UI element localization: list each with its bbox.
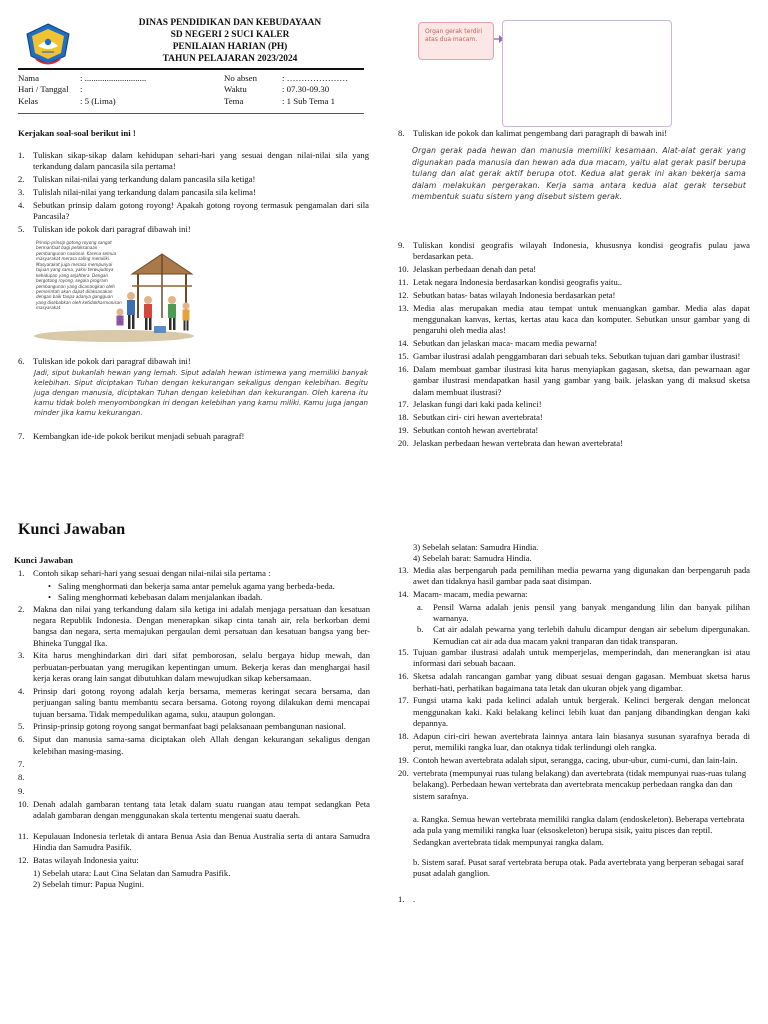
bullet-item: • Saling menghormati dan bekerja sama antar pemeluk agama yang berbeda-beda.	[48, 581, 370, 592]
hari-label: Hari / Tanggal	[18, 84, 69, 95]
answer-item	[18, 759, 370, 771]
question-item	[398, 412, 750, 423]
answer-item	[398, 647, 750, 670]
question-number: 9.	[398, 240, 405, 250]
student-info-right	[224, 73, 348, 107]
answer-number: 11.	[18, 830, 29, 841]
question-text: Tuliskan nilai-nilai yang terkandung dalam pancasila sila ketiga!	[33, 174, 256, 185]
answer-number: 4.	[18, 685, 25, 696]
question-number: 3.	[18, 187, 25, 198]
answer-key-right-column	[398, 542, 750, 907]
answer-12-continued	[413, 542, 750, 565]
question-text: Gambar ilustrasi adalah penggambaran dari sebuah teks. Sebutkan tujuan dari gambar ilustrasi!	[413, 351, 741, 362]
question-item	[398, 290, 750, 301]
question-number: 2.	[18, 174, 25, 185]
question-text: Tuliskan kondisi geografis wilayah Indonesia, khususnya kondisi geografis pulau jawa berdasarkan peta.	[413, 240, 750, 262]
answer-text: Media alas berpengaruh pada pemilihan media pewarna yang digunakan dan berpengaruh pada awet dan tidaknya hasil gambar pada saat disimpan.	[413, 564, 750, 587]
question-text: Dalam membuat gambar ilustrasi kita harus menyiapkan gagasan, sketsa, dan pewarnaan agar gambar ilustrasi mendapatkan hasil yang gambar yang baik. jelaskan yang di maksud sketsa dalam membuat ilustrasi?	[413, 363, 750, 397]
question-text: Tuliskan ide pokok dan kalimat pengembang dari paragraph di bawah ini!	[413, 128, 668, 138]
question-number: 8.	[398, 128, 405, 138]
tema-label: Tema	[224, 95, 244, 106]
absen-label: No absen	[224, 73, 257, 83]
answer-number: 3.	[18, 650, 25, 661]
question-item	[398, 303, 750, 337]
answer-number: 6.	[18, 734, 25, 745]
question-item	[398, 399, 750, 410]
illustration-caption: Prinsip-prinsip gotong royong sangat bermanfaat bagi pelaksanaan pembangunan nasional. Karena semua masyarakat merasa saling memiliki. Masyarakat juga merasa mempunyai tujuan yang sama, yakni terwujudnya kehidupan yang sejahtera. Dengan bergotong royong, segala program pembangunan yang dicanangkan oleh pemerintah akan dapat dilaksanakan dengan baik tanpa adanya gangguan yang disebabkan oleh ketidakharmonisan masyarakat.	[36, 240, 122, 311]
question-text: Letak negara Indonesia berdasarkan kondisi geografis yaitu..	[413, 277, 623, 288]
answer-text: Fungsi utama kaki pada kelinci adalah untuk bergerak. Kelinci bergerak dengan meloncat menggunakan kaki. Kaki belakang kelinci lebih kuat dan panjang dibandingkan dengan kaki depannya.	[413, 695, 750, 729]
answer-text: Makna dan nilai yang terkandung dalam sila ketiga ini adalah menjaga persatuan dan kesatuan negara Republik Indonesia. Dengan menerapkan sikap cinta tanah air, rela berkorban demi bangsa dan negara, serta memajukan pergaulan demi persatuan dan kesatuan bangsa yang ber-Bhineka Tunggal Ika.	[33, 603, 370, 648]
question-7	[18, 431, 369, 444]
answer-item	[18, 831, 370, 854]
answer-number: 13.	[398, 564, 409, 575]
question-item	[398, 128, 750, 139]
question-text: Tuliskan sikap-sikap dalam kehidupan sehari-hari yang sesuai dengan nilai-nilai sila yang terkandung dalam pancasila sila pertama!	[33, 150, 369, 172]
question-item	[398, 264, 750, 275]
kelas-value: : 5 (Lima)	[80, 95, 116, 106]
question-item	[398, 277, 750, 288]
header-line-2: SD NEGERI 2 SUCI KALER	[170, 30, 290, 41]
questions-1-5	[18, 150, 369, 237]
paragraph-siput: Jadi, siput bukanlah hewan yang lemah. Siput adalah hewan istimewa yang memiliki banyak kelebihan. Siput diciptakan Tuhan dengan kekurangan sekaligus dengan kelebihan. Begitu juga dengan manusia, diciptakan Tuhan dengan kelebihan dan kekurangan. Oleh karena itu kamu tidak boleh menyombongkan iri dengan kelebihan yang kamu miliki. Kamu juga jangan minder jika kamu kekurangan.	[34, 368, 368, 418]
answer-number: 5.	[18, 721, 25, 732]
question-number: 4.	[18, 199, 25, 210]
answer-item	[18, 686, 370, 720]
answer-item	[18, 721, 370, 732]
answer-text: Tujuan gambar ilustrasi adalah untuk memperjelas, memperindah, dan menerangkan isi atau informasi dari sebuah bacaan.	[413, 647, 750, 669]
answer-number: 19.	[398, 755, 409, 766]
answer-text: vertebrata (mempunyai ruas tulang belakang) dan avertebrata (tidak mempunyai ruas-ruas tulang belakang). Perbedaan hewan vertebrata dan avertebrata mencakup perbedaan rangka dan dan sistem sarafnya.	[413, 768, 747, 801]
instruction: Kerjakan soal-soal berikut ini !	[18, 128, 136, 138]
question-number: 12.	[398, 289, 409, 300]
sub-number: b.	[417, 624, 424, 635]
answer-number: 10.	[18, 799, 29, 809]
question-6	[18, 356, 369, 369]
question-text: Sebutkan prinsip dalam gotong royong! Apakah gotong royong termasuk pengamalan dari sila Pancasila?	[33, 199, 369, 222]
question-text: Media alas merupakan media atau tempat untuk menuangkan gambar. Media alas dapat menggunakan kanvas, kertas, kertas atau kaca dan komputer. Sebutkan unsur gambar yang di pengaruhi oleh media alas!	[413, 302, 750, 336]
header-line-4: TAHUN PELAJARAN 2023/2024	[162, 54, 298, 65]
answer-item	[398, 695, 750, 729]
answer-text: Batas wilayah Indonesia yaitu:	[33, 854, 139, 865]
answer-text: Sketsa adalah rancangan gambar yang dibuat sesuai dengan gagasan. Membuat sketsa harus berhati-hati, perhatikan bagaimana tata letak dan ukuran objek yang digambar.	[413, 671, 750, 693]
question-item	[398, 351, 750, 362]
question-item	[398, 240, 750, 263]
question-item	[18, 187, 369, 198]
answer-number: 16.	[398, 671, 409, 682]
answer-text: Denah adalah gambaran tentang tata letak dalam suatu ruangan atau tempat sedangkan Peta adalah gambaran dengan menggunakan skala tertentu mengenai suatu daerah.	[33, 799, 370, 821]
sub-number: a.	[417, 601, 423, 612]
answer-item	[398, 894, 750, 905]
kelas-label: Kelas	[18, 95, 39, 106]
question-text: Sebutkan batas- batas wilayah Indonesia berdasarkan peta!	[413, 289, 616, 300]
question-item	[398, 438, 750, 449]
sub-item: 1) Sebelah utara: Laut Cina Selatan dan Samudra Pasifik.	[33, 867, 231, 878]
question-item	[398, 364, 750, 398]
student-info-left	[18, 73, 146, 107]
school-header	[80, 17, 380, 65]
question-number: 17.	[398, 399, 409, 410]
answer-item	[18, 650, 370, 684]
tut-wuri-handayani-logo-icon	[24, 22, 72, 66]
question-item	[18, 224, 369, 235]
question-number: 7.	[18, 431, 25, 441]
question-item	[398, 425, 750, 436]
sub-item	[417, 602, 750, 625]
answer-key-title: Kunci Jawaban	[18, 521, 126, 538]
question-text: Tuliskan ide pokok dari paragraf dibawah ini!	[33, 356, 191, 366]
question-text: Tulislah nilai-nilai yang terkandung dalam pancasila sila kelima!	[33, 187, 256, 198]
answer-text	[33, 786, 370, 798]
answer-number: 14.	[398, 588, 409, 599]
answer-number: 20.	[398, 768, 409, 779]
paragraph-organ-gerak: Organ gerak pada hewan dan manusia memiliki kesamaan. Alat-alat gerak yang digunakan pada manusia dan hewan ada dua macam, yaitu alat gerak pasif berupa tulang dan alat gerak aktif berupa otot. Kedua alat gerak ini akan bekerja sama dalam melakukan pergerakan. Kerja sama antara kedua alat gerak tersebut membentuk suatu sistem yang disebut sistem gerak.	[412, 146, 746, 202]
answer-item	[398, 731, 750, 754]
bullet-item: • Saling menghormati kebebasan dalam menjalankan ibadah.	[48, 592, 370, 603]
answer-number: 2.	[18, 603, 25, 614]
answer-item	[398, 755, 750, 766]
sub-item: 2) Sebelah timur: Papua Nugini.	[33, 879, 144, 890]
question-number: 13.	[398, 302, 409, 313]
question-text: Jelaskan perbedaan denah dan peta!	[413, 264, 537, 275]
answer-item	[398, 671, 750, 694]
answer-item	[18, 604, 370, 649]
question-number: 18.	[398, 412, 409, 423]
nama-value: : ............................	[80, 73, 147, 83]
answer-12-subitems	[33, 868, 370, 891]
question-number: 1.	[18, 150, 25, 160]
sub-item	[417, 624, 750, 647]
header-line-3: PENILAIAN HARIAN (PH)	[172, 42, 288, 53]
question-text: Kembangkan ide-ide pokok berikut menjadi sebuah paragraf!	[33, 431, 245, 441]
answer-text: .	[413, 893, 416, 904]
question-number: 20.	[398, 438, 409, 448]
answer-number: 7.	[18, 758, 25, 769]
question-number: 14.	[398, 338, 409, 349]
nama-label: Nama	[18, 73, 40, 83]
hari-value: :	[80, 84, 83, 95]
answer-text: Macam- macam, media pewarna:	[413, 588, 528, 599]
sub-text: Cat air adalah pewarna yang terlebih dahulu dicampur dengan air sebelum dipergunakan. Kemudian cat air ada dua macam yakni tranparan dan tidak transparan.	[433, 624, 750, 646]
answer-number: 8.	[18, 772, 25, 782]
question-text: Sebutkan dan jelaskan maca- macam media pewarna!	[413, 338, 598, 349]
question-number: 16.	[398, 363, 409, 374]
answer-text: Prinsip-prinsip gotong royong sangat bermanfaat bagi pelaksanaan pembangunan nasional.	[33, 721, 346, 732]
answer-text: Adapun ciri-ciri hewan avertebrata lainnya antara lain biasanya susunan syarafnya berada di perut, memiliki rangka luar, dan otaknya tidak terlindungi oleh rangka.	[413, 731, 750, 753]
answer-14-subitems	[417, 602, 750, 647]
diagram-main-idea-box: Organ gerak terdiri atas dua macam.	[418, 22, 494, 60]
answer-item	[18, 734, 370, 757]
tema-value: : 1 Sub Tema 1	[282, 95, 335, 106]
answer-text: Siput dan manusia sama-sama diciptakan oleh Allah dengan kekurangan sekaligus dengan kelebihan masing-masing.	[33, 734, 370, 756]
answer-key-subtitle: Kunci Jawaban	[14, 555, 73, 565]
question-number: 10.	[398, 264, 409, 275]
info-rule	[18, 113, 364, 114]
question-number: 15.	[398, 351, 409, 362]
answer-1-bullets	[48, 581, 370, 604]
answer-item	[398, 768, 750, 802]
bullet-text: Saling menghormati dan bekerja sama antar pemeluk agama yang berbeda-beda.	[58, 580, 335, 591]
questions-9-20	[398, 240, 750, 451]
answer-text: Kepulauan Indonesia terletak di antara Benua Asia dan Benua Australia serta di antara Samudra Hindia dan Samudra Pasifik.	[33, 830, 370, 853]
diagram-answer-box	[502, 20, 672, 127]
question-text: Jelaskan perbedaan hewan vertebrata dan hewan avertebrata!	[413, 438, 623, 448]
answer-text: Kita harus menghindarkan diri dari sifat pemborosan, selalu bergaya hidup mewah, dan perbuatan-perbuatan yang merugikan kepentingan umum. Bekerja keras dan menghargai hasil kerja keras orang lain sangat dibutuhkan dalam mewujudkan sikap kebersamaan.	[33, 650, 370, 684]
answer-20-saraf: b. Sistem saraf. Pusat saraf vertebrata berupa otak. Pada avertebrata yang berperan sebagai saraf pusat adalah ganglion.	[413, 857, 744, 879]
answer-text	[33, 759, 370, 771]
answer-item	[18, 786, 370, 798]
sub-text: Pensil Warna adalah jenis pensil yang banyak mengandung lilin dan banyak pilihan warnanya.	[433, 601, 750, 624]
answer-text: Prinsip dari gotong royong adalah kerja bersama, memeras keringat secara bersama, dan perjuangan saling bantu membantu secara bersama. Gotong royong dilakukan demi mencapai tujuan bersama. Tidak mempedulikan agama, suku, ataupun golongan.	[33, 685, 370, 719]
answer-text: Contoh sikap sehari-hari yang sesuai dengan nilai-nilai sila pertama :	[33, 568, 271, 578]
answer-number: 1.	[18, 568, 25, 578]
answer-text	[33, 772, 370, 784]
answer-number: 9.	[18, 785, 25, 796]
answer-item	[398, 589, 750, 600]
answer-item	[398, 565, 750, 588]
question-text: Tuliskan ide pokok dari paragraf dibawah ini!	[33, 224, 191, 235]
answer-key-left-column	[18, 568, 370, 890]
trailing-list	[398, 894, 750, 905]
question-number: 5.	[18, 224, 25, 235]
question-8	[398, 128, 750, 141]
question-number: 11.	[398, 277, 409, 288]
header-line-1: DINAS PENDIDIKAN DAN KEBUDAYAAN	[138, 18, 322, 28]
question-text: Sebutkan ciri- ciri hewan avertebrata!	[413, 412, 543, 423]
answer-number: 1.	[398, 893, 405, 904]
question-item	[18, 174, 369, 185]
answer-number: 18.	[398, 731, 409, 741]
question-number: 19.	[398, 425, 409, 436]
waktu-label: Waktu	[224, 84, 247, 95]
answer-number: 12.	[18, 854, 29, 865]
question-text: Sebutkan contoh hewan avertebrata!	[413, 425, 539, 436]
question-item	[18, 150, 369, 173]
question-text: Jelaskan fungi dari kaki pada kelinci!	[413, 399, 542, 410]
answer-item	[18, 855, 370, 866]
answer-number: 15.	[398, 647, 409, 658]
waktu-value: : 07.30-09.30	[282, 84, 330, 95]
absen-value: : …………………	[282, 73, 349, 83]
answer-item	[18, 568, 370, 579]
question-item	[398, 338, 750, 349]
question-item	[18, 356, 369, 367]
header-rule	[18, 68, 364, 70]
answer-number: 17.	[398, 695, 409, 706]
question-item	[18, 431, 369, 442]
answer-20-rangka: a. Rangka. Semua hewan vertebrata memiliki rangka dalam (endoskeleton). Beberapa vertebrata ada pula yang memiliki rangka luar (eksoskeleton) berupa sisik, yaitu pisces dan reptil. Sedangkan avertebrata tidak mempunyai rangka dalam.	[413, 814, 745, 847]
question-item	[18, 200, 369, 223]
bullet-text: Saling menghormati kebebasan dalam menjalankan ibadah.	[58, 592, 263, 603]
answer-text: Contoh hewan avertebrata adalah siput, serangga, cacing, ubur-ubur, cumi-cumi, dan lain-lain.	[413, 755, 738, 766]
answer-item	[18, 799, 370, 822]
sub-item: 4) Sebelah barat: Samudra Hindia.	[413, 553, 532, 564]
sub-item: 3) Sebelah selatan: Samudra Hindia.	[413, 542, 539, 552]
answer-item	[18, 772, 370, 784]
question-number: 6.	[18, 356, 25, 366]
